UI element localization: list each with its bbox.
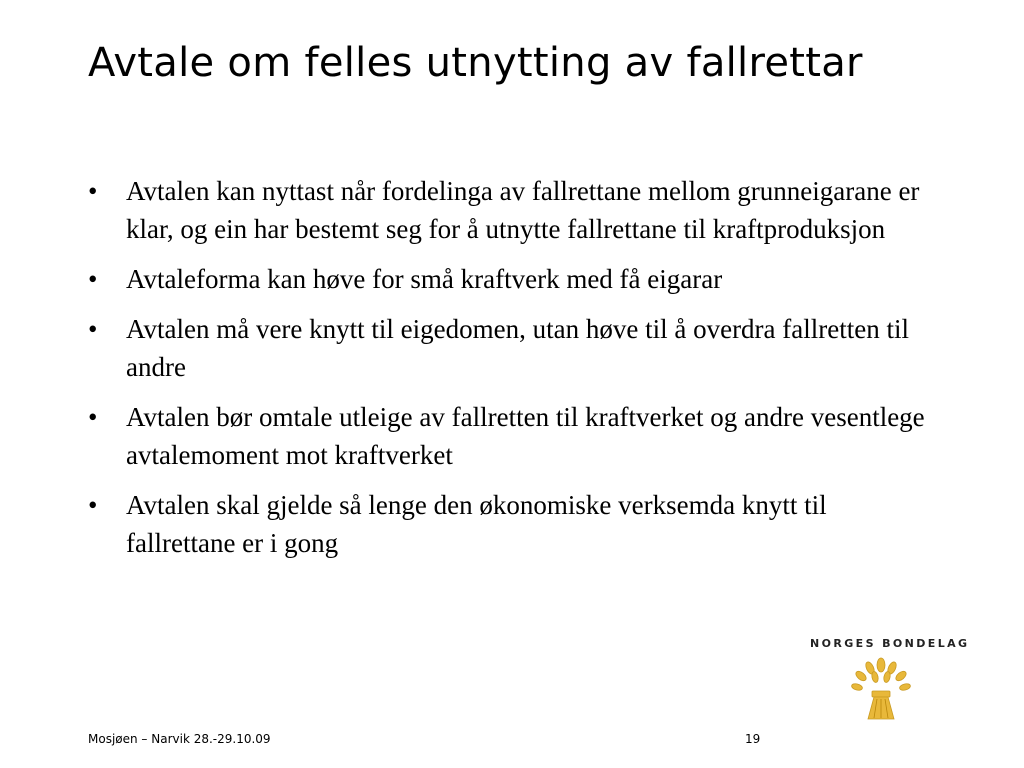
wheat-sheaf-icon — [850, 655, 912, 721]
bullet-marker: • — [88, 490, 98, 520]
bullet-marker: • — [88, 402, 98, 432]
bullet-text: Avtalen bør omtale utleige av fallretten til kraftverket og andre vesentlege avtalemoment mot kraftverket — [126, 402, 925, 470]
bullet-item — [88, 310, 938, 386]
page-number: 19 — [745, 732, 761, 746]
bullet-item — [88, 398, 938, 474]
footer-event: Mosjøen – Narvik 28.-29.10.09 — [88, 732, 271, 746]
bullet-item — [88, 172, 938, 248]
bullet-marker: • — [88, 264, 98, 294]
bullet-marker: • — [88, 314, 98, 344]
slide-title: Avtale om felles utnytting av fallrettar — [88, 40, 863, 86]
bullet-list — [88, 172, 938, 574]
bullet-item — [88, 260, 938, 298]
logo-text: NORGES BONDELAG — [810, 637, 970, 650]
bullet-text: Avtalen skal gjelde så lenge den økonomiske verksemda knytt til fallrettane er i gong — [126, 490, 827, 558]
bullet-text: Avtaleforma kan høve for små kraftverk med få eigarar — [126, 264, 723, 294]
bullet-item — [88, 486, 938, 562]
bullet-marker: • — [88, 176, 98, 206]
bullet-text: Avtalen kan nyttast når fordelinga av fallrettane mellom grunneigarane er klar, og ein har bestemt seg for å utnytte fallrettane til kraftproduksjon — [126, 176, 920, 244]
bullet-text: Avtalen må vere knytt til eigedomen, utan høve til å overdra fallretten til andre — [126, 314, 909, 382]
